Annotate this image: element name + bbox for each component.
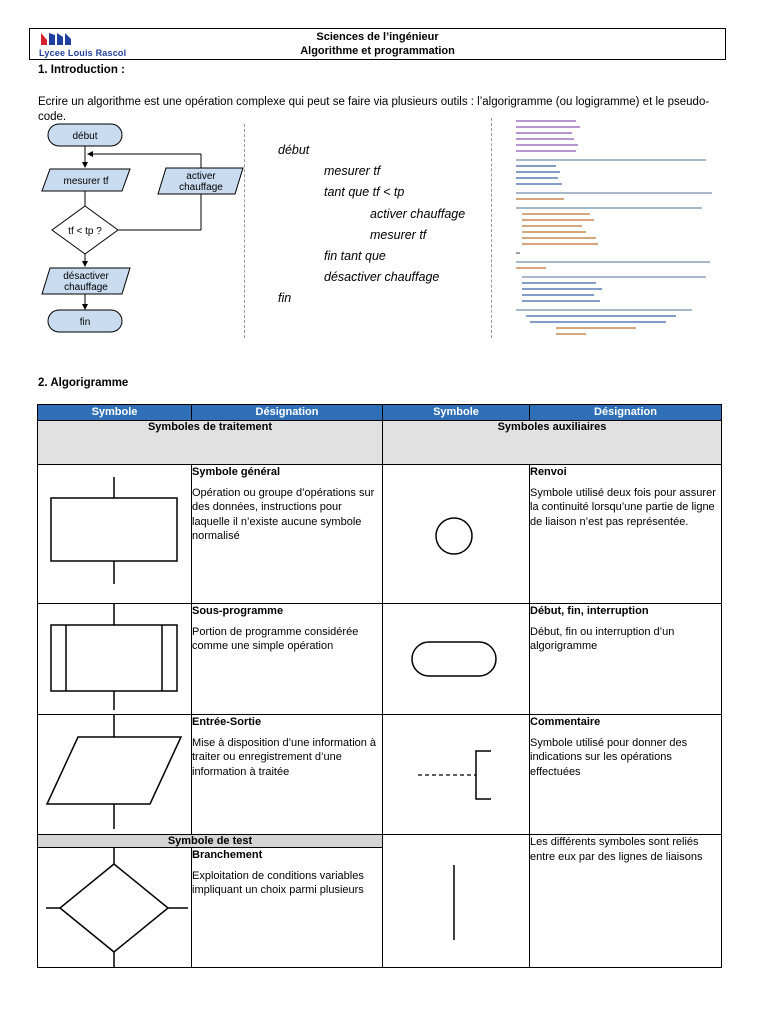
symbol-link-line-cell — [383, 835, 530, 968]
symbol-general-description — [192, 465, 383, 604]
symbols-table — [37, 404, 722, 968]
flow-activate-label-1: activer — [186, 171, 216, 182]
symbol-terminal-text: Début, fin ou interruption d’un algorigramme — [530, 625, 675, 652]
flow-deactivate-label-1: désactiver — [63, 271, 109, 282]
symbol-decision-text: Exploitation de conditions variables impliquant un choix parmi plusieurs — [192, 869, 364, 896]
symbol-subprogram-description — [192, 604, 383, 715]
source-code-excerpt — [516, 118, 716, 338]
symbol-io-text: Mise à disposition d’une information à traiter ou enregistrement d’une information à traitée — [192, 736, 377, 778]
symbol-renvoi-text: Symbole utilisé deux fois pour assurer la continuité lorsqu’une partie de ligne de liaison n’est pas représentée. — [530, 486, 716, 528]
section-algorigramme-heading: 2. Algorigramme — [38, 377, 129, 389]
symbol-terminal-description — [530, 604, 722, 715]
flow-start-label: début — [72, 131, 98, 142]
introduction-paragraph: Ecrire un algorithme est une opération complexe qui peut se faire via plusieurs outils : l’algorigramme (ou logigramme) et le pseudo-code. — [38, 96, 710, 123]
pseudo-line: tant que tf < tp — [324, 185, 405, 199]
category-test-symbol: Symbole de test — [38, 835, 383, 848]
symbol-decision-description — [192, 848, 383, 968]
connector-circle-icon — [383, 465, 530, 604]
symbol-subprogram-title: Sous-programme — [192, 605, 284, 617]
col-header-designation: Désignation — [530, 405, 722, 421]
decision-diamond-icon — [38, 848, 192, 968]
io-parallelogram-icon — [38, 715, 192, 835]
category-auxiliary-symbols: Symboles auxiliaires — [383, 421, 722, 465]
code-text-image — [516, 118, 716, 338]
pseudo-line: mesurer tf — [370, 228, 427, 242]
symbol-io-title: Entrée-Sortie — [192, 716, 262, 728]
symbol-decision-title: Branchement — [192, 849, 263, 861]
col-header-symbol: Symbole — [38, 405, 192, 421]
col-header-symbol: Symbole — [383, 405, 530, 421]
separator-line — [491, 118, 492, 338]
document-title: Algorithme et programmation — [300, 45, 455, 57]
subject-title: Sciences de l’ingénieur — [316, 31, 439, 43]
pseudo-line: désactiver chauffage — [324, 270, 440, 284]
pseudo-line: fin — [278, 291, 292, 305]
flow-activate-label-2: chauffage — [179, 182, 223, 193]
col-header-designation: Désignation — [192, 405, 383, 421]
symbol-comment-text: Symbole utilisé pour donner des indications sur les opérations effectuées — [530, 736, 688, 778]
symbol-renvoi-title: Renvoi — [530, 466, 567, 478]
symbol-general-title: Symbole général — [192, 466, 281, 478]
symbol-terminal-cell — [383, 604, 530, 715]
terminal-rounded-icon — [383, 604, 530, 715]
logo-text: Lycee Louis Rascol — [39, 48, 127, 58]
flow-test-label: tf < tp ? — [68, 226, 102, 237]
pseudo-line: activer chauffage — [370, 207, 466, 221]
pseudo-line: fin tant que — [324, 249, 386, 263]
separator-line — [244, 124, 245, 338]
example-flowchart — [36, 120, 246, 342]
symbol-subprogram-text: Portion de programme considérée comme une simple opération — [192, 625, 359, 652]
page-header — [29, 28, 726, 60]
symbol-comment-description — [530, 715, 722, 835]
flow-end-label: fin — [79, 317, 91, 328]
process-rectangle-icon — [38, 465, 192, 604]
comment-bracket-icon — [383, 715, 530, 835]
flow-deactivate-label-2: chauffage — [64, 282, 108, 293]
subprogram-rectangle-icon — [38, 604, 192, 715]
symbol-terminal-title: Début, fin, interruption — [530, 605, 649, 617]
symbol-general-cell — [38, 465, 192, 604]
symbol-renvoi-cell — [383, 465, 530, 604]
symbol-comment-title: Commentaire — [530, 716, 601, 728]
symbol-decision-cell — [38, 848, 192, 968]
symbol-comment-cell — [383, 715, 530, 835]
symbol-link-line-description — [530, 835, 722, 968]
symbol-general-text: Opération ou groupe d’opérations sur des données, instructions pour laquelle il n’existe aucune symbole normalisé — [192, 486, 375, 542]
symbol-subprogram-cell — [38, 604, 192, 715]
category-processing-symbols: Symboles de traitement — [38, 421, 383, 465]
symbol-link-line-text: Les différents symboles sont reliés entre eux par des lignes de liaisons — [530, 836, 703, 863]
symbol-renvoi-description — [530, 465, 722, 604]
flow-measure-label: mesurer tf — [63, 176, 109, 187]
pseudo-line: début — [278, 143, 310, 157]
pseudo-line: mesurer tf — [324, 164, 381, 178]
symbol-io-cell — [38, 715, 192, 835]
symbol-io-description — [192, 715, 383, 835]
section-introduction-heading: 1. Introduction : — [38, 64, 125, 76]
link-line-icon — [383, 835, 530, 971]
